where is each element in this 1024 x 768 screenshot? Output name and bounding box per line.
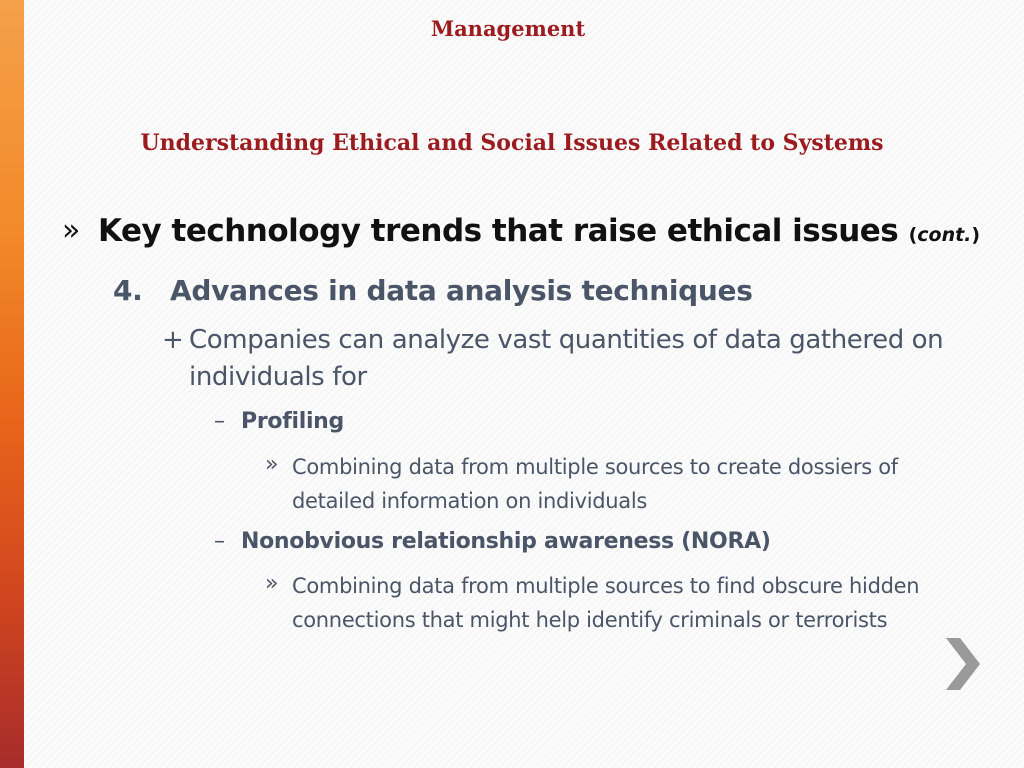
- item-number: 4.: [113, 274, 143, 307]
- chevron-right-icon[interactable]: [942, 636, 982, 692]
- left-accent-bar: [0, 0, 24, 768]
- sub-bullet-marker: »: [265, 571, 279, 596]
- bullet-marker: »: [62, 213, 81, 248]
- plus-marker: +: [162, 325, 184, 355]
- list-item-description: [265, 450, 965, 518]
- bullet-level3-text: Companies can analyze vast quantities of data gathered on individuals for: [189, 325, 944, 392]
- slide-title: Understanding Ethical and Social Issues Related to Systems: [140, 130, 884, 156]
- item-description: Combining data from multiple sources to create dossiers of detailed information on individuals: [292, 455, 898, 513]
- bullet-level1-text: Key technology trends that raise ethical issues: [98, 213, 909, 249]
- item-title: Profiling: [241, 409, 344, 434]
- header-title: Management: [430, 16, 586, 41]
- cont-label: (cont.): [908, 224, 981, 246]
- numbered-item-text: Advances in data analysis techniques: [170, 274, 753, 307]
- list-item-nora: [214, 527, 974, 557]
- dash-marker: –: [214, 529, 225, 554]
- item-description: Combining data from multiple sources to find obscure hidden connections that might help identify criminals or terrorists: [292, 574, 920, 632]
- list-item-profiling: [214, 407, 974, 437]
- bullet-level1: [62, 211, 982, 251]
- bullet-level3: [162, 322, 972, 396]
- list-item-description: [265, 569, 965, 637]
- numbered-item: [113, 271, 973, 311]
- dash-marker: –: [214, 409, 225, 434]
- item-title: Nonobvious relationship awareness (NORA): [241, 529, 771, 554]
- sub-bullet-marker: »: [265, 452, 279, 477]
